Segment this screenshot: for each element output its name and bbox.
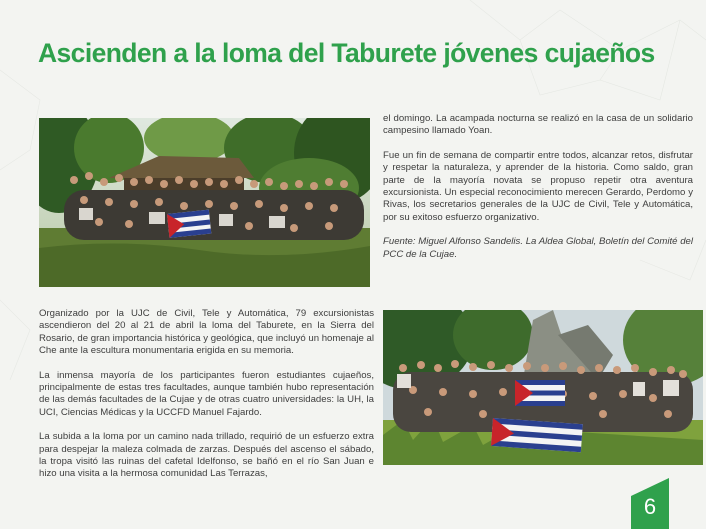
paragraph: Organizado por la UJC de Civil, Tele y Automática, 79 excursionistas ascendieron del 20 al 21 de abril la loma del Taburete, en la Sierra del Rosario, de gran importancia histórica y geológica, que incluyó un homenaje al Che ante la escultura monumentaria erigida en su memoria. [39,308,374,357]
paragraph: Fue un fin de semana de compartir entre todos, alcanzar retos, disfrutar y respetar la naturaleza, y aprender de la historia. Como saldo, gran parte de la mayoría novata se propuso repetir otra aventura excursionista. Un especial reconocimiento merecen Gerardo, Perdomo y Rivas, los secretarios generales de la UJC de Civil, Tele y Automática, por su exitoso esfuerzo organizativo. [383,149,693,223]
article-body-left [39,308,374,493]
group-photo-camp [39,118,370,287]
paragraph: La inmensa mayoría de los participantes fueron estudiantes cujaeños, principalmente de estas tres facultades, aunque también hubo representación de las demás facultades de la Cujae y de otras cuatro universidades: la UH, la UCI, Ciencias Médicas y la UCCFD Manuel Fajardo. [39,369,374,418]
article-body-right [383,113,693,273]
page-number: 6 [643,494,657,519]
group-photo-monument [383,310,703,465]
source-credit: Fuente: Miguel Alfonso Sandelis. La Aldea Global, Boletín del Comité del PCC de la Cujae. [383,236,693,260]
article-title: Ascienden a la loma del Taburete jóvenes cujaeños [38,38,655,68]
paragraph: La subida a la loma por un camino nada trillado, requirió de un esfuerzo extra para despejar la maleza colmada de zarzas. Después del ascenso el sábado, la tropa visitó las ruinas del cafetal Idelfonso, se bañó en el río San Juan e hizo una visita a la hermosa comunidad Las Terrazas, [39,431,374,480]
paragraph: el domingo. La acampada nocturna se realizó en la casa de un solidario campesino llamado Yoan. [383,113,693,137]
